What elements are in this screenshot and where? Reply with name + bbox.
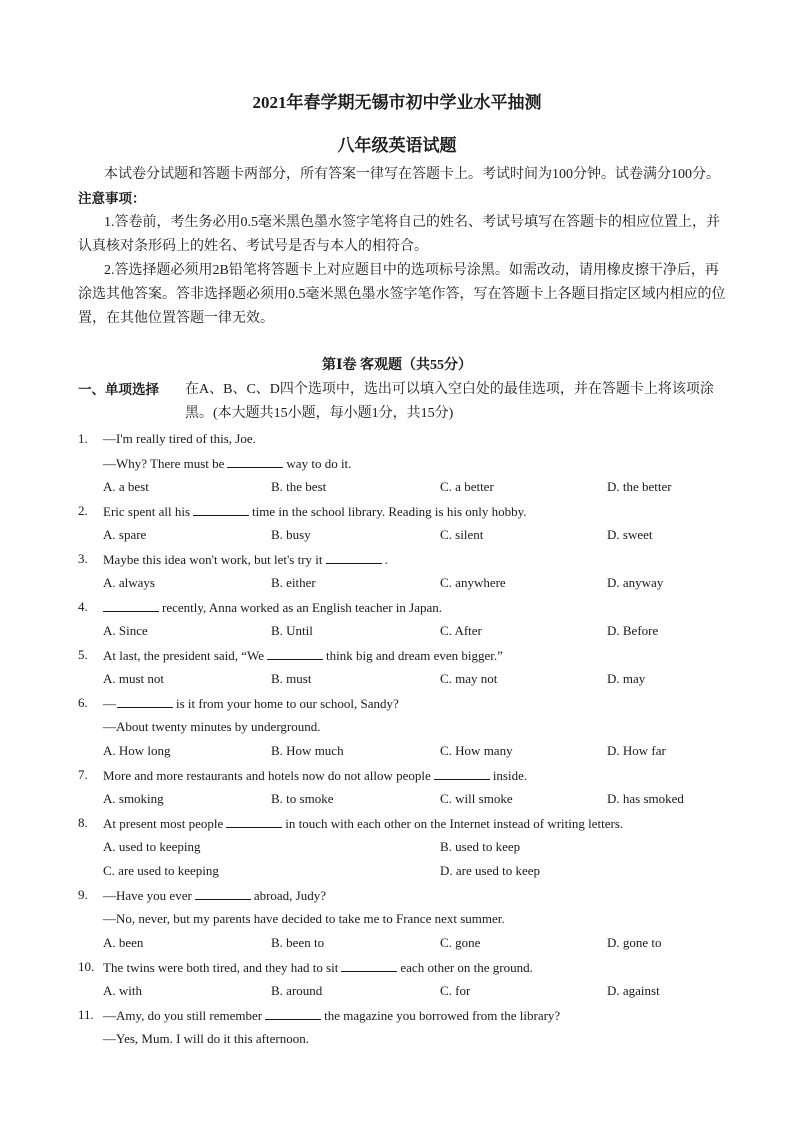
option-b: B. the best <box>271 479 327 494</box>
option-b: B. busy <box>271 527 311 542</box>
part-heading: 一、单项选择 <box>78 382 159 397</box>
question-line: —About twenty minutes by underground. <box>103 719 321 734</box>
answer-blank <box>193 503 249 516</box>
question-line: At last, the president said, “We think big and dream even bigger.” <box>103 648 503 663</box>
option-c: C. How many <box>440 743 513 758</box>
question-number: 3. <box>78 551 88 566</box>
question-line: —No, never, but my parents have decided to take me to France next summer. <box>103 911 505 926</box>
answer-blank <box>226 815 282 828</box>
option-c: C. silent <box>440 527 484 542</box>
answer-blank <box>265 1007 321 1020</box>
answer-blank <box>117 695 173 708</box>
option-a: A. smoking <box>103 791 164 806</box>
question-line: —Yes, Mum. I will do it this afternoon. <box>103 1031 309 1046</box>
answer-blank <box>227 455 283 468</box>
answer-blank <box>341 959 397 972</box>
option-a: A. spare <box>103 527 147 542</box>
question-number: 7. <box>78 767 88 782</box>
question-number: 6. <box>78 695 88 710</box>
question-number: 10. <box>78 959 95 974</box>
answer-blank <box>195 887 251 900</box>
question-line: —I'm really tired of this, Joe. <box>103 431 256 446</box>
exam-title: 2021年春学期无锡市初中学业水平抽测 <box>252 93 542 112</box>
option-a: A. used to keeping <box>103 839 201 854</box>
option-a: A. a best <box>103 479 149 494</box>
question-line: —Amy, do you still remember the magazine you borrowed from the library? <box>103 1008 561 1023</box>
option-d: D. may <box>607 671 646 686</box>
option-c: C. are used to keeping <box>103 863 219 878</box>
question-line: Eric spent all his time in the school library. Reading is his only hobby. <box>103 504 527 519</box>
option-b: B. How much <box>271 743 344 758</box>
question-line: More and more restaurants and hotels now do not allow people inside. <box>103 768 528 783</box>
option-b: B. must <box>271 671 312 686</box>
option-d: D. gone to <box>607 935 662 950</box>
notice-item-2: 2.答选择题必须用2B铅笔将答题卡上对应题目中的选项标号涂黑。如需改动，请用橡皮擦干净后，再涂选其他答案。答非选择题必须用0.5毫米黑色墨水签字笔作答，写在答题卡上各题目指定区域内相应的位置，在其他位置答题一律无效。 <box>78 263 726 326</box>
option-d: D. the better <box>607 479 672 494</box>
option-a: A. been <box>103 935 144 950</box>
option-c: C. gone <box>440 935 481 950</box>
answer-blank <box>326 551 382 564</box>
option-d: D. are used to keep <box>440 863 540 878</box>
question-line: The twins were both tired, and they had to sit each other on the ground. <box>103 960 533 975</box>
option-b: B. used to keep <box>440 839 521 854</box>
option-b: B. Until <box>271 623 313 638</box>
intro-paragraph: 本试卷分试题和答题卡两部分，所有答案一律写在答题卡上。考试时间为100分钟。试卷满分100分。 <box>104 167 720 182</box>
question-number: 8. <box>78 815 88 830</box>
question-number: 11. <box>78 1007 94 1022</box>
option-d: D. Before <box>607 623 659 638</box>
exam-subtitle: 八年级英语试题 <box>337 136 457 155</box>
option-a: A. must not <box>103 671 165 686</box>
question-line: — is it from your home to our school, Sandy? <box>103 696 399 711</box>
question-number: 5. <box>78 647 88 662</box>
question-number: 4. <box>78 599 88 614</box>
option-d: D. against <box>607 983 660 998</box>
question-number: 2. <box>78 503 88 518</box>
option-d: D. has smoked <box>607 791 684 806</box>
option-b: B. either <box>271 575 316 590</box>
answer-blank <box>267 647 323 660</box>
question-number: 9. <box>78 887 88 902</box>
question-line: At present most people in touch with each other on the Internet instead of writing letters. <box>103 816 624 831</box>
answer-blank <box>103 599 159 612</box>
question-number: 1. <box>78 431 88 446</box>
option-d: D. How far <box>607 743 666 758</box>
question-line: recently, Anna worked as an English teacher in Japan. <box>103 599 442 616</box>
option-b: B. around <box>271 983 323 998</box>
option-b: B. to smoke <box>271 791 334 806</box>
option-c: C. a better <box>440 479 494 494</box>
answer-blank <box>434 767 490 780</box>
option-d: D. anyway <box>607 575 664 590</box>
question-line: Maybe this idea won't work, but let's try it . <box>103 552 388 567</box>
option-a: A. How long <box>103 743 171 758</box>
option-b: B. been to <box>271 935 325 950</box>
option-c: C. may not <box>440 671 498 686</box>
section-title: 第Ⅰ卷 客观题（共55分） <box>321 358 473 373</box>
option-a: A. always <box>103 575 155 590</box>
question-line: —Why? There must be way to do it. <box>103 456 352 471</box>
option-c: C. After <box>440 623 482 638</box>
option-a: A. Since <box>103 623 148 638</box>
notice-item-1: 1.答卷前，考生务必用0.5毫米黑色墨水签字笔将自己的姓名、考试号填写在答题卡的相应位置上，并认真核对条形码上的姓名、考试号是否与本人的相符合。 <box>78 215 720 254</box>
option-c: C. anywhere <box>440 575 506 590</box>
option-d: D. sweet <box>607 527 653 542</box>
question-line: —Have you ever abroad, Judy? <box>103 888 327 903</box>
option-a: A. with <box>103 983 142 998</box>
part-description: 在A、B、C、D四个选项中，选出可以填入空白处的最佳选项，并在答题卡上将该项涂黑。(本大题共15小题，每小题1分，共15分) <box>185 382 714 421</box>
option-c: C. will smoke <box>440 791 513 806</box>
option-c: C. for <box>440 983 471 998</box>
notice-label: 注意事项： <box>78 191 146 206</box>
